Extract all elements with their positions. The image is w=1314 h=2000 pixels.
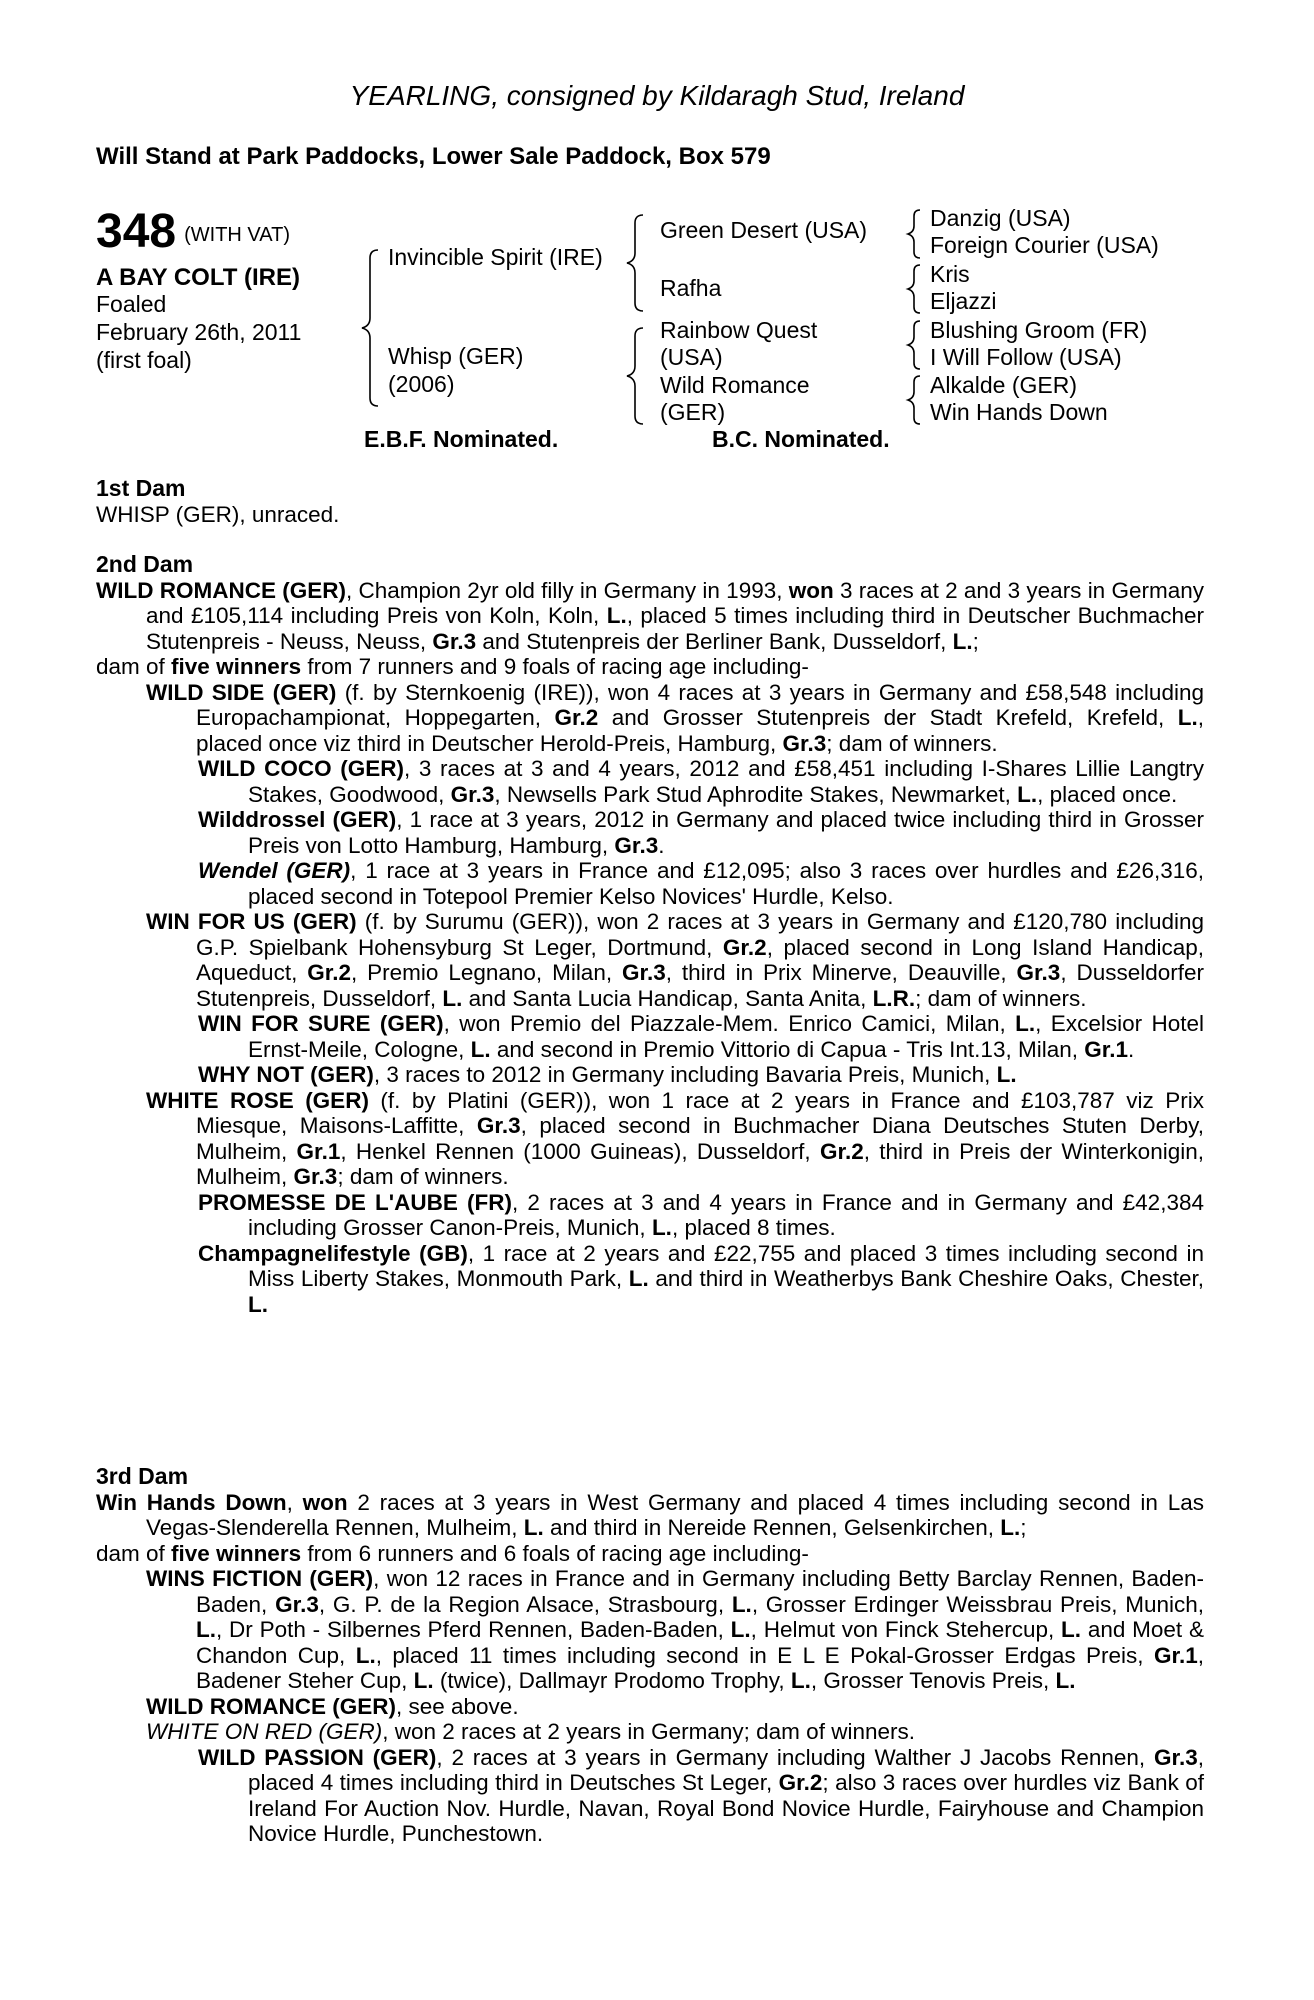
produce-promesse: PROMESSE DE L'AUBE (FR), 2 races at 3 and 4 years in France and in Germany and £42,384 including Grosser Canon-Preis, Munich, L., placed 8 times.: [198, 1189, 1204, 1240]
ggsire-7: Alkalde (GER): [930, 372, 1077, 398]
produce-wild-coco: WILD COCO (GER), 3 races at 3 and 4 years, 2012 and £58,451 including I-Shares Lillie Langtry Stakes, Goodwood, Gr.3, Newsells Park Stud Aphrodite Stakes, Newmarket, L., placed once.: [198, 756, 1204, 807]
produce-win-for-sure: WIN FOR SURE (GER), won Premio del Piazzale-Mem. Enrico Camici, Milan, L., Excelsior Hotel Ernst-Meile, Cologne, L. and second in Premio Vittorio di Capua - Tris Int.13, Milan, Gr.1.: [198, 1011, 1204, 1062]
brace-gg2: [908, 265, 920, 313]
foaled-date: February 26th, 2011: [96, 319, 302, 345]
text: ;: [1020, 1515, 1027, 1540]
second-dam-heading: 2nd Dam: [96, 551, 194, 577]
text: 3 races at 2 and 3 years in Germany and £105,114 including Preis von Koln, Koln,: [146, 577, 1204, 628]
vat-note: (WITH VAT): [184, 224, 290, 246]
ggsire-8: Win Hands Down: [930, 399, 1108, 425]
produce-wins-fiction: WINS FICTION (GER), won 12 races in France and in Germany including Betty Barclay Rennen, Baden-Baden, Gr.3, G. P. de la Region Alsace, Strasbourg, L., Grosser Erdinger Weissbrau Preis, Munich, L., Dr Poth - Silbernes Pferd Rennen, Baden-Baden, L., Helmut von Finck Stehercup, L. and Moet & Chandon Cup, L., placed 11 times including second in E L E Pokal-Grosser Erdgas Preis, Gr.1, Badener Steher Cup, L. (twice), Dallmayr Prodomo Trophy, L., Grosser Tenovis Preis, L.: [146, 1566, 1205, 1693]
first-dam-heading: 1st Dam: [96, 475, 186, 501]
dam-name: Whisp (GER): [388, 343, 524, 369]
produce-white-on-red: WHITE ON RED (GER), won 2 races at 2 years in Germany; dam of winners.: [146, 1719, 915, 1744]
pedigree-braces: [0, 0, 1314, 440]
first-dam-text: WHISP (GER), unraced.: [96, 501, 340, 527]
text: ,: [286, 1489, 303, 1515]
ggsire-1: Danzig (USA): [930, 205, 1071, 231]
text: dam of: [96, 654, 172, 679]
ggsire-4: Eljazzi: [930, 288, 997, 314]
lot-number-value: 348: [96, 205, 177, 258]
text: , placed 5 times including third in Deutscher Buchmacher Stutenpreis - Neuss, Neuss,: [146, 603, 1204, 654]
produce-wild-passion: WILD PASSION (GER), 2 races at 3 years in Germany including Walther J Jacobs Rennen, Gr.3, placed 4 times including third in Deutsches St Leger, Gr.2; also 3 races over hurdles viz Bank of Ireland For Auction Nov. Hurdle, Navan, Royal Bond Novice Hurdle, Fairyhouse and Champion Novice Hurdle, Punchestown.: [198, 1744, 1205, 1846]
bc-nominated: B.C. Nominated.: [712, 426, 890, 452]
ggsire-2: Foreign Courier (USA): [930, 232, 1159, 258]
lot-name: A BAY COLT (IRE): [96, 264, 301, 291]
second-dam-section: [96, 552, 1204, 1317]
brace-gg1: [908, 210, 920, 258]
produce-wilddrossel: Wilddrossel (GER), 1 race at 3 years, 2012 in Germany and placed twice including third in Grosser Preis von Lotto Hamburg, Hamburg, Gr.3.: [198, 807, 1204, 858]
won: won: [302, 1489, 348, 1515]
grade: Gr.3: [432, 628, 477, 654]
ggsire-5: Blushing Groom (FR): [930, 317, 1148, 343]
produce-wild-side: WILD SIDE (GER) (f. by Sternkoenig (IRE)), won 4 races at 3 years in Germany and £58,548 including Europachampionat, Hoppegarten, Gr.2 and Grosser Stutenpreis der Stadt Krefeld, Krefeld, L., placed once viz third in Deutscher Herold-Preis, Hamburg, Gr.3; dam of winners.: [146, 679, 1205, 756]
brace-gg4: [908, 376, 920, 424]
text: , Champion 2yr old filly in Germany in 1993,: [345, 577, 789, 603]
brace-dam: [627, 328, 643, 424]
text: from 6 runners and 6 foals of racing age including-: [301, 1540, 809, 1566]
ebf-nominated: E.B.F. Nominated.: [364, 426, 559, 452]
text: 2 races at 3 years in West Germany and placed 4 times including second in Las Vegas-Slenderella Rennen, Mulheim,: [146, 1489, 1204, 1540]
winners-count: five winners: [171, 654, 302, 679]
horse-name: WILD ROMANCE (GER): [96, 577, 346, 603]
stand-location: Will Stand at Park Paddocks, Lower Sale Paddock, Box 579: [96, 143, 771, 170]
ggsire-3: Kris: [930, 261, 970, 287]
produce-wild-romance: WILD ROMANCE (GER), see above.: [146, 1693, 519, 1719]
first-foal-note: (first foal): [96, 347, 192, 373]
won: won: [788, 577, 834, 603]
grandsire-3a: Rainbow Quest: [660, 317, 818, 343]
text: ;: [972, 628, 979, 654]
produce-champagnelifestyle: Champagnelifestyle (GB), 1 race at 2 years and £22,755 and placed 3 times including second in Miss Liberty Stakes, Monmouth Park, L. and third in Weatherbys Bank Cheshire Oaks, Chester, L.: [198, 1240, 1204, 1317]
produce-win-for-us: WIN FOR US (GER) (f. by Surumu (GER)), won 2 races at 3 years in Germany and £120,780 including G.P. Spielbank Hohensyburg St Leger, Dortmund, Gr.2, placed second in Long Island Handicap, Aqueduct, Gr.2, Premio Legnano, Milan, Gr.3, third in Prix Minerve, Deauville, Gr.3, Dusseldorfer Stutenpreis, Dusseldorf, L. and Santa Lucia Handicap, Santa Anita, L.R.; dam of winners.: [146, 909, 1205, 1011]
produce-wendel: Wendel (GER), 1 race at 3 years in France and £12,095; also 3 races over hurdles and £26,316, placed second in Totepool Premier Kelso Novices' Hurdle, Kelso.: [198, 858, 1205, 909]
brace-sire: [627, 215, 643, 311]
grandsire-2: Rafha: [660, 275, 722, 301]
winners-count: five winners: [171, 1540, 302, 1566]
foaled-label: Foaled: [96, 291, 167, 317]
grandsire-3b: (USA): [660, 344, 723, 370]
dam-section: [96, 476, 1204, 527]
brace-parents: [362, 250, 378, 406]
text: dam of: [96, 1540, 172, 1566]
horse-name: Win Hands Down: [96, 1489, 287, 1515]
brace-gg3: [908, 321, 920, 369]
third-dam-damof: [96, 1541, 1204, 1567]
grandsire-4b: (GER): [660, 399, 726, 425]
produce-white-rose: WHITE ROSE (GER) (f. by Platini (GER)), won 1 race at 2 years in France and £103,787 viz Prix Miesque, Maisons-Laffitte, Gr.3, placed second in Buchmacher Diana Deutsches Stuten Derby, Mulheim, Gr.1, Henkel Rennen (1000 Guineas), Dusseldorf, Gr.2, third in Preis der Winterkonigin, Mulheim, Gr.3; dam of winners.: [146, 1087, 1204, 1189]
ggsire-6: I Will Follow (USA): [930, 344, 1122, 370]
dam-year: (2006): [388, 371, 455, 397]
third-dam-heading: 3rd Dam: [96, 1463, 189, 1489]
listed: L.: [952, 628, 973, 654]
sire: Invincible Spirit (IRE): [388, 244, 603, 270]
text: and Stutenpreis der Berliner Bank, Dusseldorf,: [476, 628, 953, 654]
grandsire-1: Green Desert (USA): [660, 217, 868, 243]
text: and third in Nereide Rennen, Gelsenkirchen,: [543, 1515, 1001, 1540]
third-dam-section: [96, 1464, 1204, 1847]
listed: L.: [523, 1515, 544, 1540]
third-dam-lead: [96, 1490, 1204, 1541]
second-dam-damof: [96, 654, 1204, 680]
listed: L.: [606, 603, 627, 628]
second-dam-lead: [96, 578, 1204, 655]
grandsire-4a: Wild Romance: [660, 372, 810, 398]
produce-why-not: WHY NOT (GER), 3 races to 2012 in Germany including Bavaria Preis, Munich, L.: [198, 1062, 1017, 1087]
page-title: YEARLING, consigned by Kildaragh Stud, Ireland: [349, 80, 965, 111]
text: from 7 runners and 9 foals of racing age including-: [301, 654, 809, 679]
listed: L.: [1000, 1515, 1021, 1540]
